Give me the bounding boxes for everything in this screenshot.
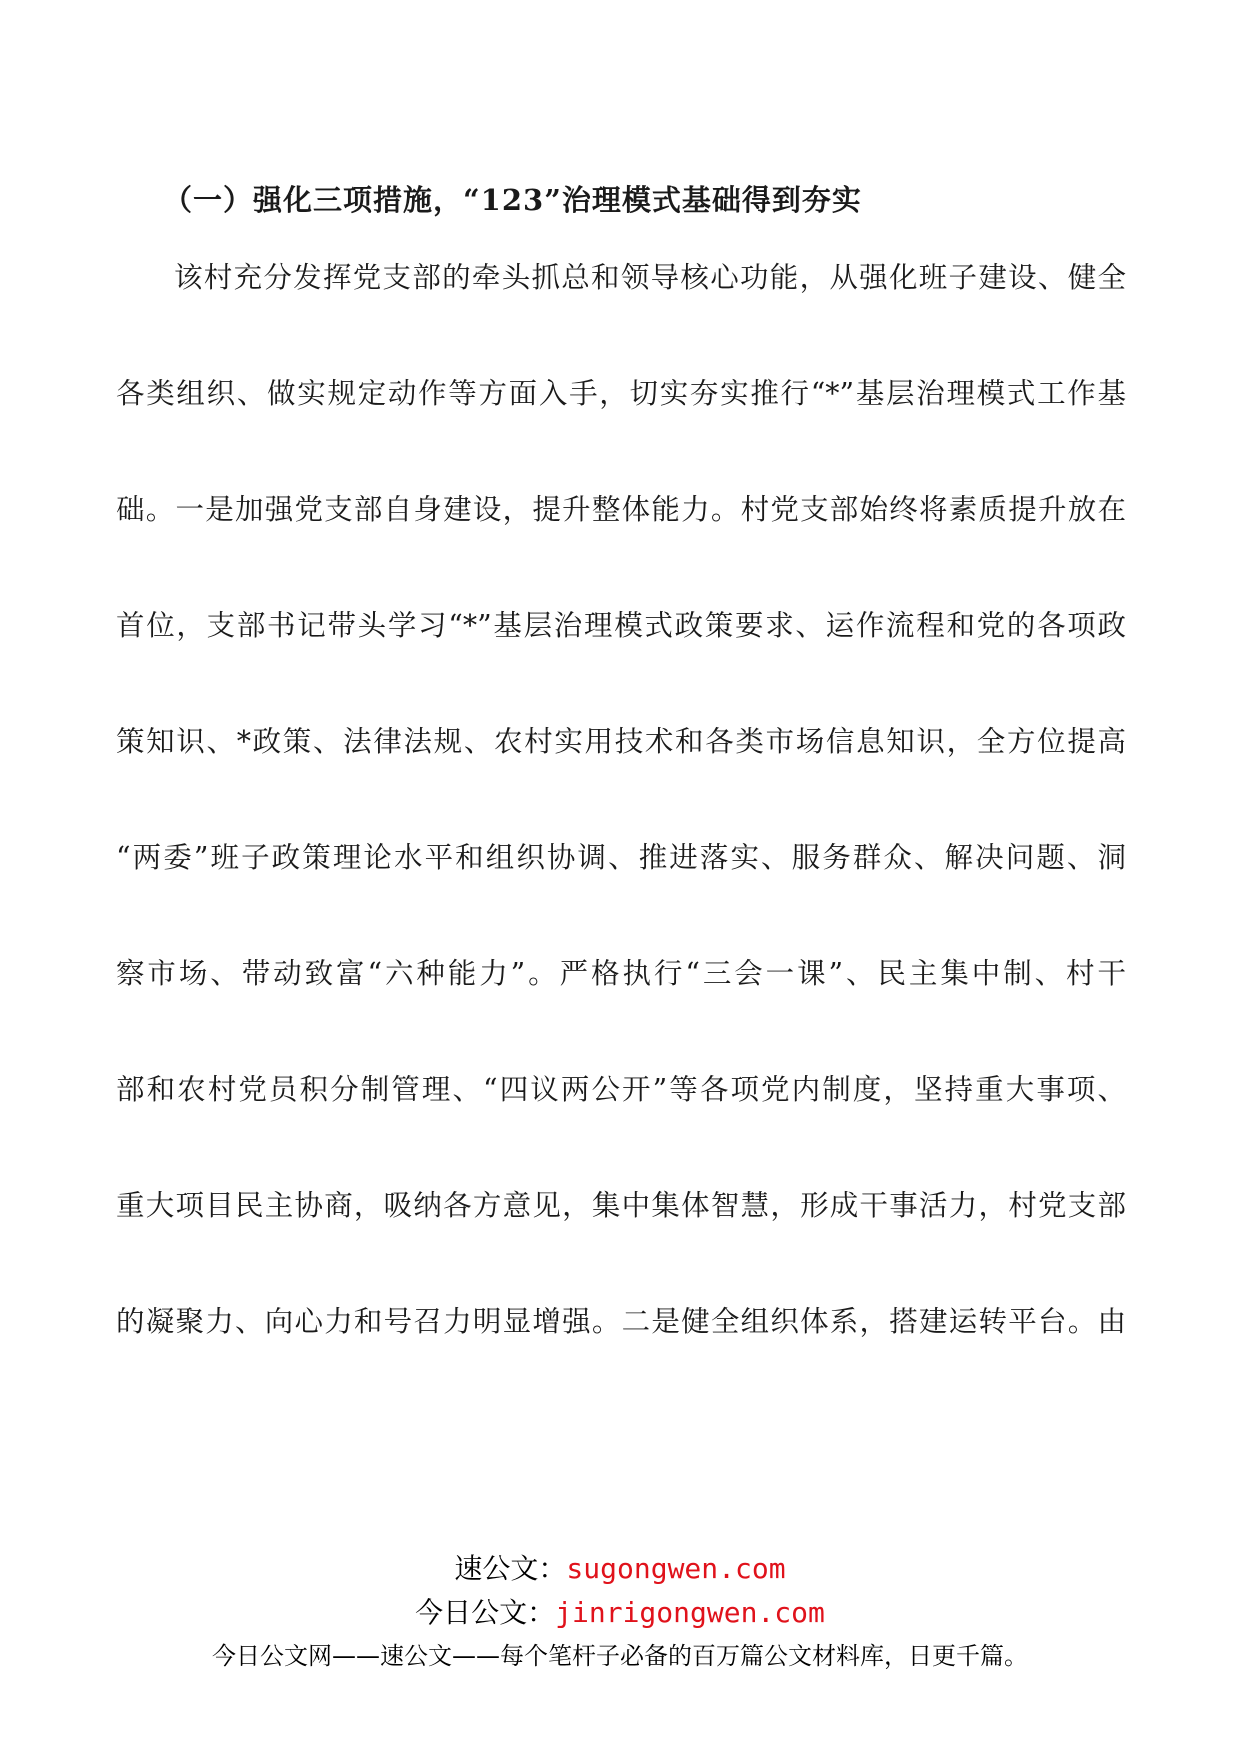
paragraph-line-9: 重大项目民主协商，吸纳各方意见，集中集体智慧，形成干事活力，村党支部 [116, 1189, 1126, 1222]
paragraph-line-5: 策知识、*政策、法律法规、农村实用技术和各类市场信息知识，全方位提高 [116, 725, 1126, 758]
footer-label-jinrigongwen: 今日公文： [415, 1596, 556, 1629]
paragraph-line-1: 该村充分发挥党支部的牵头抓总和领导核心功能，从强化班子建设、健全 [174, 261, 1126, 294]
paragraph-line-3: 础。一是加强党支部自身建设，提升整体能力。村党支部始终将素质提升放在 [116, 493, 1126, 526]
footer-line-jinrigongwen [0, 1591, 1240, 1631]
footer-label-sugongwen: 速公文： [454, 1552, 567, 1585]
paragraph-line-7: 察市场、带动致富“六种能力”。严格执行“三会一课”、民主集中制、村干 [116, 957, 1126, 990]
footer-link-sugongwen[interactable]: sugongwen.com [566, 1552, 786, 1585]
paragraph-line-2: 各类组织、做实规定动作等方面入手，切实夯实推行“*”基层治理模式工作基 [116, 377, 1126, 410]
footer-tagline: 今日公文网——速公文——每个笔杆子必备的百万篇公文材料库，日更千篇。 [212, 1642, 1028, 1670]
section-heading: （一）强化三项措施，“123”治理模式基础得到夯实 [163, 183, 862, 217]
paragraph-line-6: “两委”班子政策理论水平和组织协调、推进落实、服务群众、解决问题、洞 [116, 841, 1126, 874]
paragraph-line-8: 部和农村党员积分制管理、“四议两公开”等各项党内制度，坚持重大事项、 [116, 1073, 1126, 1106]
footer-line-sugongwen [0, 1547, 1240, 1587]
paragraph-line-10: 的凝聚力、向心力和号召力明显增强。二是健全组织体系，搭建运转平台。由 [116, 1305, 1126, 1338]
footer-link-jinrigongwen[interactable]: jinrigongwen.com [555, 1596, 825, 1629]
paragraph-line-4: 首位，支部书记带头学习“*”基层治理模式政策要求、运作流程和党的各项政 [116, 609, 1126, 642]
